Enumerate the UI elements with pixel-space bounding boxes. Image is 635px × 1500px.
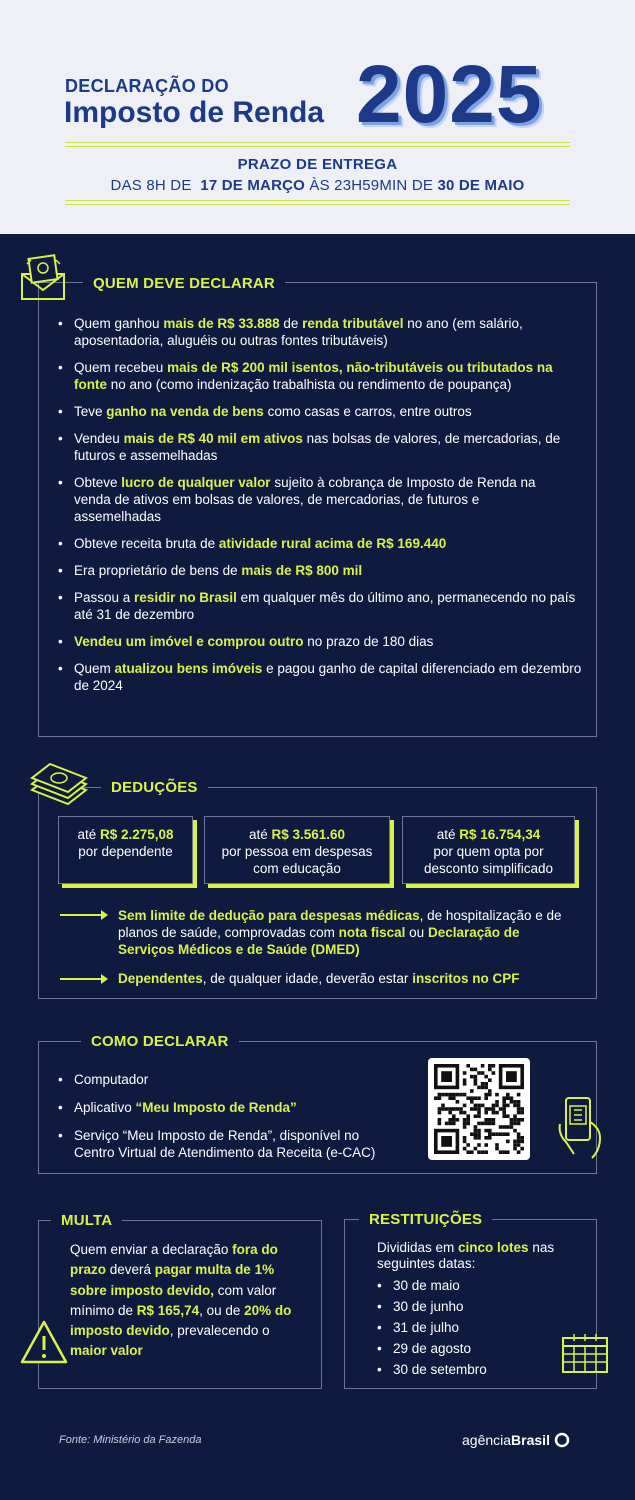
restituicoes-dates [377, 1277, 527, 1378]
quem-list [58, 315, 588, 694]
como-list [58, 1071, 408, 1161]
header-subtitle: DECLARAÇÃO DO [65, 76, 229, 96]
phone-hand-icon [556, 1094, 606, 1162]
header-divider-top [65, 142, 570, 147]
calendar-icon [560, 1332, 612, 1376]
deadline-end: 30 DE MAIO [437, 177, 525, 194]
card-value: R$ 3.561.60 [271, 827, 346, 842]
list-item: • 31 de julho [377, 1319, 527, 1336]
list-item: • Obteve receita bruta de atividade rural acima de R$ 169.440 [58, 535, 588, 552]
deadline-mid: ÀS 23H59MIN DE [309, 177, 434, 194]
list-item: • Passou a residir no Brasil em qualquer mês do último ano, permanecendo no país até 31 de dezembro [58, 589, 588, 623]
qr-code-icon[interactable] [428, 1058, 530, 1160]
multa-text: Quem enviar a declaração fora do prazo deverá pagar multa de 1% sobre imposto devido, com valor mínimo de R$ 165,74, ou de 20% do imposto devido, prevalecendo o maior valor [70, 1242, 292, 1359]
deducao-note-medicas: Sem limite de dedução para despesas médicas, de hospitalização e de planos de saúde, comprovadas com nota fiscal ou Declaração de Serviços Médicos e de Saúde (DMED) [118, 908, 562, 957]
card-desc: por dependente [78, 844, 173, 859]
quem-title: QUEM DEVE DECLARAR [83, 275, 285, 292]
multa-title: MULTA [51, 1212, 122, 1229]
list-item: • Era proprietário de bens de mais de R$ 800 mil [58, 562, 588, 579]
deducao-card-dependente [58, 816, 193, 884]
list-item: • 30 de setembro [377, 1361, 527, 1378]
footer-source: Fonte: Ministério da Fazenda [59, 1434, 202, 1446]
header-year: 2025 [356, 49, 543, 140]
como-title: COMO DECLARAR [81, 1033, 239, 1050]
card-desc: por quem opta por desconto simplificado [423, 844, 554, 876]
brasil-logo-icon [554, 1432, 570, 1448]
list-item: • Quem recebeu mais de R$ 200 mil isentos, não-tributáveis ou tributados na fonte no ano (como indenização trabalhista ou rendimento de poupança) [58, 359, 588, 393]
list-item: • Quem ganhou mais de R$ 33.888 de renda tributável no ano (em salário, aposentadoria, aluguéis ou outras fontes tributáveis) [58, 315, 588, 349]
card-prefix: até [248, 827, 272, 842]
list-item: • Vendeu mais de R$ 40 mil em ativos nas bolsas de valores, de mercadorias, de futuros e assemelhadas [58, 430, 588, 464]
list-item: • Obteve lucro de qualquer valor sujeito à cobrança de Imposto de Renda na venda de ativos em bolsas de valores, de mercadorias, de futuros e assemelhadas [58, 474, 558, 525]
list-item: • Quem atualizou bens imóveis e pagou ganho de capital diferenciado em dezembro de 2024 [58, 660, 588, 694]
list-item: • 30 de maio [377, 1277, 527, 1294]
deducao-card-simplificado [402, 816, 575, 884]
restituicoes-title: RESTITUIÇÕES [359, 1211, 492, 1228]
agencia-brasil-logo: agênciaBrasil [462, 1432, 570, 1448]
qr-code-pattern [428, 1058, 530, 1160]
list-item: • 30 de junho [377, 1298, 527, 1315]
card-value: R$ 16.754,34 [459, 827, 541, 842]
card-prefix: até [436, 827, 460, 842]
deducoes-title: DEDUÇÕES [101, 779, 208, 796]
header-divider-bottom [65, 200, 570, 205]
card-desc: por pessoa em despesas com educação [221, 844, 373, 876]
arrow-icon [60, 978, 106, 980]
list-item: • Serviço “Meu Imposto de Renda”, disponível no Centro Virtual de Atendimento da Receita (e-CAC) [58, 1127, 388, 1161]
deadline-prefix: DAS 8H DE [110, 177, 192, 194]
list-item: • 29 de agosto [377, 1340, 527, 1357]
deducao-card-educacao [204, 816, 390, 884]
header [0, 0, 635, 234]
header-title: Imposto de Renda [64, 96, 325, 129]
cash-stack-icon [28, 760, 90, 808]
list-item: • Vendeu um imóvel e comprou outro no prazo de 180 dias [58, 633, 588, 650]
list-item: • Aplicativo “Meu Imposto de Renda” [58, 1099, 408, 1116]
deadline-start: 17 DE MARÇO [200, 177, 305, 194]
card-value: R$ 2.275,08 [99, 827, 174, 842]
deducao-note-dependentes: Dependentes, de qualquer idade, deverão estar inscritos no CPF [118, 971, 520, 986]
deadline-text [0, 177, 635, 194]
deadline-label: PRAZO DE ENTREGA [237, 156, 398, 173]
money-envelope-icon [18, 252, 68, 302]
restituicoes-intro: Divididas em cinco lotes nas seguintes datas: [377, 1240, 555, 1271]
warning-icon [18, 1318, 70, 1366]
arrow-icon [60, 914, 106, 916]
card-prefix: até [77, 827, 100, 842]
list-item: • Computador [58, 1071, 408, 1088]
list-item: • Teve ganho na venda de bens como casas e carros, entre outros [58, 403, 588, 420]
